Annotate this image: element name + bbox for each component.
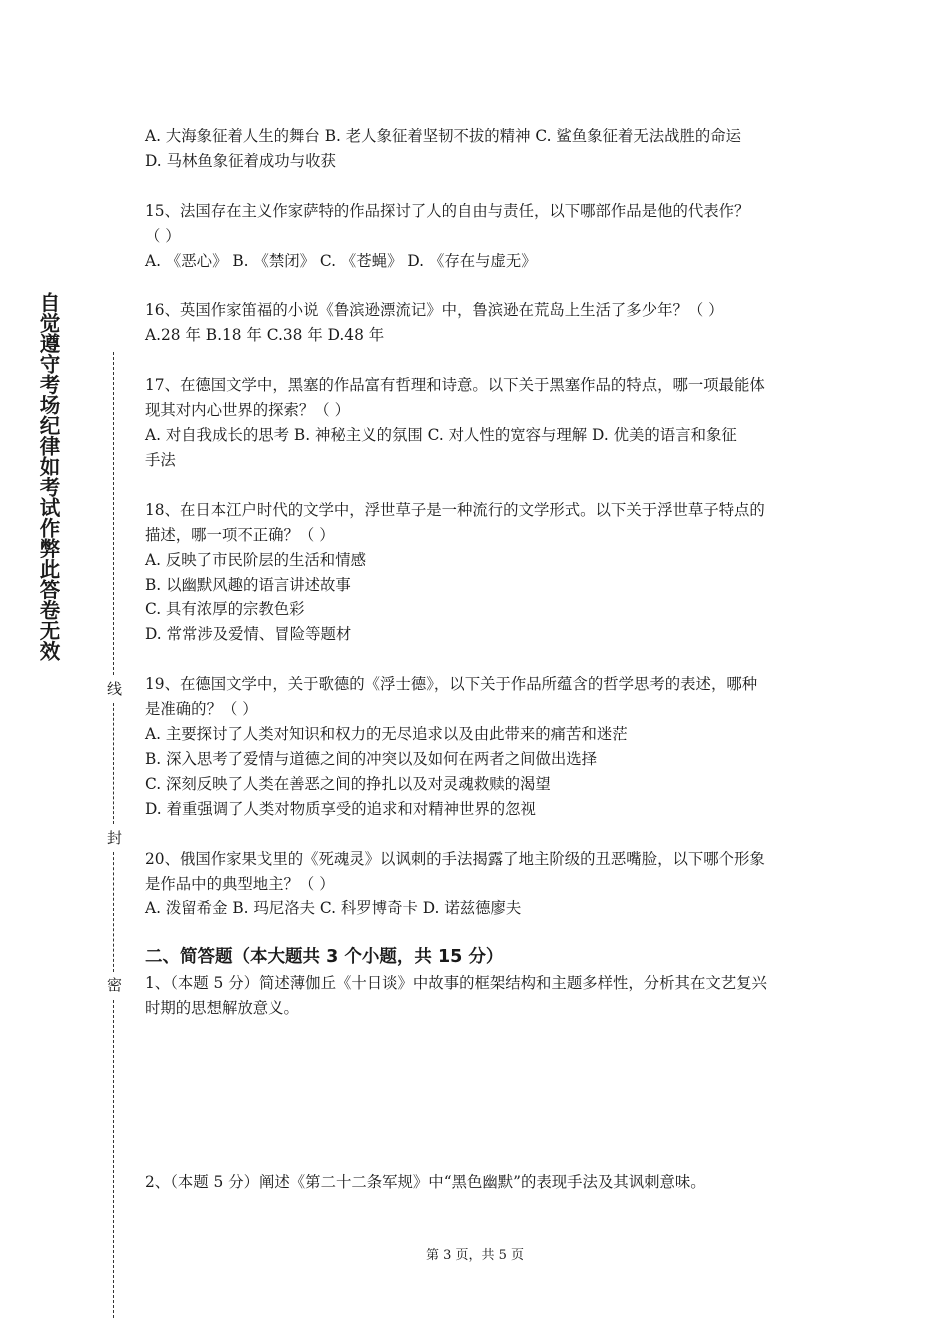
- question-19-stem: 19、在德国文学中，关于歌德的《浮士德》，以下关于作品所蕴含的哲学思考的表述，哪种: [145, 675, 758, 693]
- question-15-stem: 15、法国存在主义作家萨特的作品探讨了人的自由与责任，以下哪部作品是他的代表作？: [145, 202, 750, 220]
- question-17-stem: 17、在德国文学中，黑塞的作品富有哲理和诗意。以下关于黑塞作品的特点，哪一项最能体: [145, 376, 765, 394]
- question-18-option: B. 以幽默风趣的语言讲述故事: [145, 576, 351, 594]
- question-15-stem: （ ）: [145, 227, 181, 245]
- question-19-option: D. 着重强调了人类对物质享受的追求和对精神世界的忽视: [145, 800, 536, 818]
- question-18-option: D. 常常涉及爱情、冒险等题材: [145, 625, 352, 643]
- question-15-options: A. 《恶心》 B. 《禁闭》 C. 《苍蝇》 D. 《存在与虚无》: [145, 252, 537, 270]
- short-answer-question-1: 1、（本题 5 分）简述薄伽丘《十日谈》中故事的框架结构和主题多样性，分析其在文艺复兴: [145, 974, 767, 992]
- question-14-options: A. 大海象征着人生的舞台 B. 老人象征着坚韧不拔的精神 C. 鲨鱼象征着无法战胜的命运: [145, 127, 742, 145]
- binding-label-seal: 封: [105, 830, 123, 845]
- question-20-options: A. 泼留希金 B. 玛尼洛夫 C. 科罗博奇卡 D. 诺兹德廖夫: [145, 899, 522, 917]
- question-19-option: B. 深入思考了爱情与道德之间的冲突以及如何在两者之间做出选择: [145, 750, 598, 768]
- binding-label-line: 线: [105, 681, 123, 696]
- question-16-options: A.28 年 B.18 年 C.38 年 D.48 年: [145, 326, 385, 344]
- exam-discipline-notice: 自觉遵守考场纪律如考试作弊此答卷无效: [36, 292, 60, 661]
- question-19-option: A. 主要探讨了人类对知识和权力的无尽追求以及由此带来的痛苦和迷茫: [145, 725, 628, 743]
- binding-label-close: 密: [105, 977, 123, 992]
- question-18-stem: 18、在日本江户时代的文学中，浮世草子是一种流行的文学形式。以下关于浮世草子特点的: [145, 501, 765, 519]
- page-number: 第 3 页，共 5 页: [425, 1248, 525, 1263]
- question-20-stem: 20、俄国作家果戈里的《死魂灵》以讽刺的手法揭露了地主阶级的丑恶嘴脸，以下哪个形象: [145, 850, 765, 868]
- question-16-stem: 16、英国作家笛福的小说《鲁滨逊漂流记》中，鲁滨逊在荒岛上生活了多少年？（ ）: [145, 301, 724, 319]
- question-17-options: 手法: [145, 451, 176, 469]
- short-answer-question-2: 2、（本题 5 分）阐述《第二十二条军规》中“黑色幽默”的表现手法及其讽刺意味。: [145, 1173, 706, 1191]
- binding-dashed-line: [113, 852, 114, 972]
- question-20-stem: 是作品中的典型地主？（ ）: [145, 875, 335, 893]
- question-18-stem: 描述，哪一项不正确？（ ）: [145, 526, 335, 544]
- section-heading-short-answer: 二、简答题（本大题共 3 个小题，共 15 分）: [145, 947, 504, 967]
- binding-dashed-line: [113, 1000, 114, 1318]
- question-18-option: C. 具有浓厚的宗教色彩: [145, 600, 305, 618]
- question-14-options: D. 马林鱼象征着成功与收获: [145, 152, 336, 170]
- question-17-stem: 现其对内心世界的探索？（ ）: [145, 401, 350, 419]
- short-answer-question-1: 时期的思想解放意义。: [145, 999, 299, 1017]
- question-18-option: A. 反映了市民阶层的生活和情感: [145, 551, 366, 569]
- question-19-stem: 是准确的？（ ）: [145, 700, 258, 718]
- binding-dashed-line: [113, 352, 114, 675]
- binding-dashed-line: [113, 703, 114, 824]
- question-17-options: A. 对自我成长的思考 B. 神秘主义的氛围 C. 对人性的宽容与理解 D. 优美的语言和象征: [145, 426, 737, 444]
- question-19-option: C. 深刻反映了人类在善恶之间的挣扎以及对灵魂救赎的渴望: [145, 775, 551, 793]
